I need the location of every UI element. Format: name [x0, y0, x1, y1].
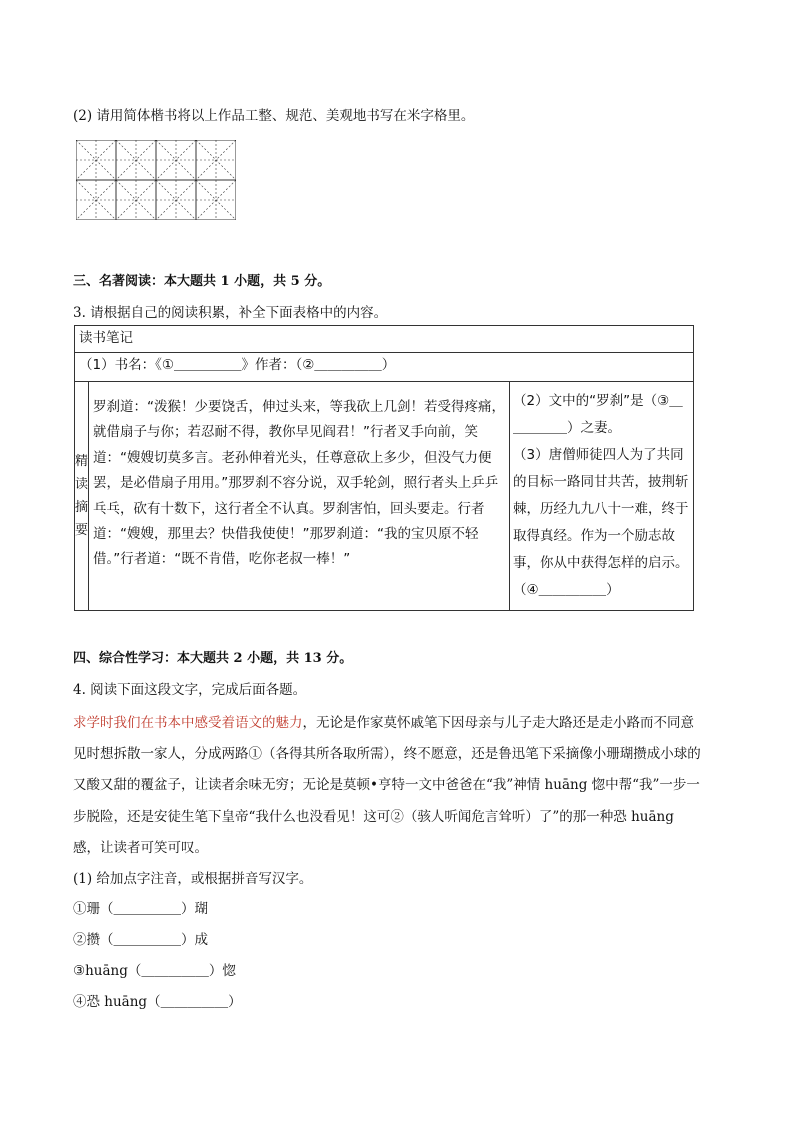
label-char: 读 — [75, 477, 89, 492]
reading-notes-table — [74, 325, 694, 611]
blank-item-2[interactable]: ②攒（＿＿＿＿＿）成 — [73, 932, 208, 948]
blank-item-4[interactable]: ④恐 huāng（＿＿＿＿＿） — [73, 994, 242, 1010]
mi-character-grid[interactable] — [76, 140, 236, 220]
reading-passage — [73, 708, 705, 864]
blank-item-1[interactable]: ①珊（＿＿＿＿＿）瑚 — [73, 901, 208, 917]
sub-question-1: (1) 给加点字注音，或根据拼音写汉字。 — [73, 871, 313, 887]
excerpt-text: 罗刹道：“泼猴！少要饶舌，伸过头来，等我砍上几剑！若受得疼痛，就借扇子与你；若忍耐不得，教你早见阎君！”行者叉手向前，笑道：“嫂嫂切莫多言。老孙伸着光头，任尊意砍上多少，但没气力便罢，是必借扇子用用。”那罗刹不容分说，双手轮剑，照行者头上乒乒乓乓，砍有十数下，这行者全不认真。罗刹害怕，回头要走。行者道：“嫂嫂，那里去？快借我使使！”那罗刹道：“我的宝贝原不轻借。”行者道：“既不肯借，吃你老叔一棒！” — [89, 382, 510, 611]
passage-highlight: 求学时我们在书本中感受着语文的魅力 — [73, 715, 303, 731]
question-2-instruction: (2) 请用简体楷书将以上作品工整、规范、美观地书写在米字格里。 — [73, 108, 475, 124]
section-4-heading: 四、综合性学习：本大题共 2 小题，共 13 分。 — [73, 651, 353, 666]
question-3-prompt: 3. 请根据自己的阅读积累，补全下面表格中的内容。 — [73, 305, 388, 321]
passage-body: ，无论是作家莫怀戚笔下因母亲与儿子走大路还是走小路而不同意见时想拆散一家人，分成两路①（各得其所各取所需），终不愿意，还是鲁迅笔下采摘像小珊瑚攒成小球的又酸又甜的覆盆子，让读者余味无穷；无论是莫顿•亨特一文中爸爸在“我”神情 huāng 惚中帮“我”一步一步脱险，还是安徒生笔下皇帝“我什么也没看见！这可②（骇人听闻危言耸听）了”的那一种恐 huāng 感，让读者可笑可叹。 — [73, 715, 701, 856]
section-3-heading: 三、名著阅读：本大题共 1 小题，共 5 分。 — [73, 274, 331, 289]
book-author-row[interactable]: （1）书名：《①＿＿＿＿＿》作者：（②＿＿＿＿＿） — [75, 353, 694, 382]
question-3-3[interactable]: （3）唐僧师徒四人为了共同的目标一路同甘共苦，披荆斩棘，历经九九八十一难，终于取得真经。作为一个励志故事，你从中获得怎样的启示。（④＿＿＿＿＿） — [513, 447, 689, 598]
label-char: 精 — [75, 454, 89, 469]
questions-cell — [510, 382, 694, 611]
intensive-reading-label — [75, 382, 89, 611]
table-title: 读书笔记 — [75, 326, 694, 353]
question-3-2[interactable]: （2）文中的“罗刹”是（③＿＿＿＿＿）之妻。 — [513, 393, 683, 436]
label-char: 摘 — [75, 500, 89, 515]
question-4-prompt: 4. 阅读下面这段文字，完成后面各题。 — [73, 682, 307, 698]
blank-item-3[interactable]: ③huāng（＿＿＿＿＿）惚 — [73, 963, 236, 979]
label-char: 要 — [75, 523, 89, 538]
